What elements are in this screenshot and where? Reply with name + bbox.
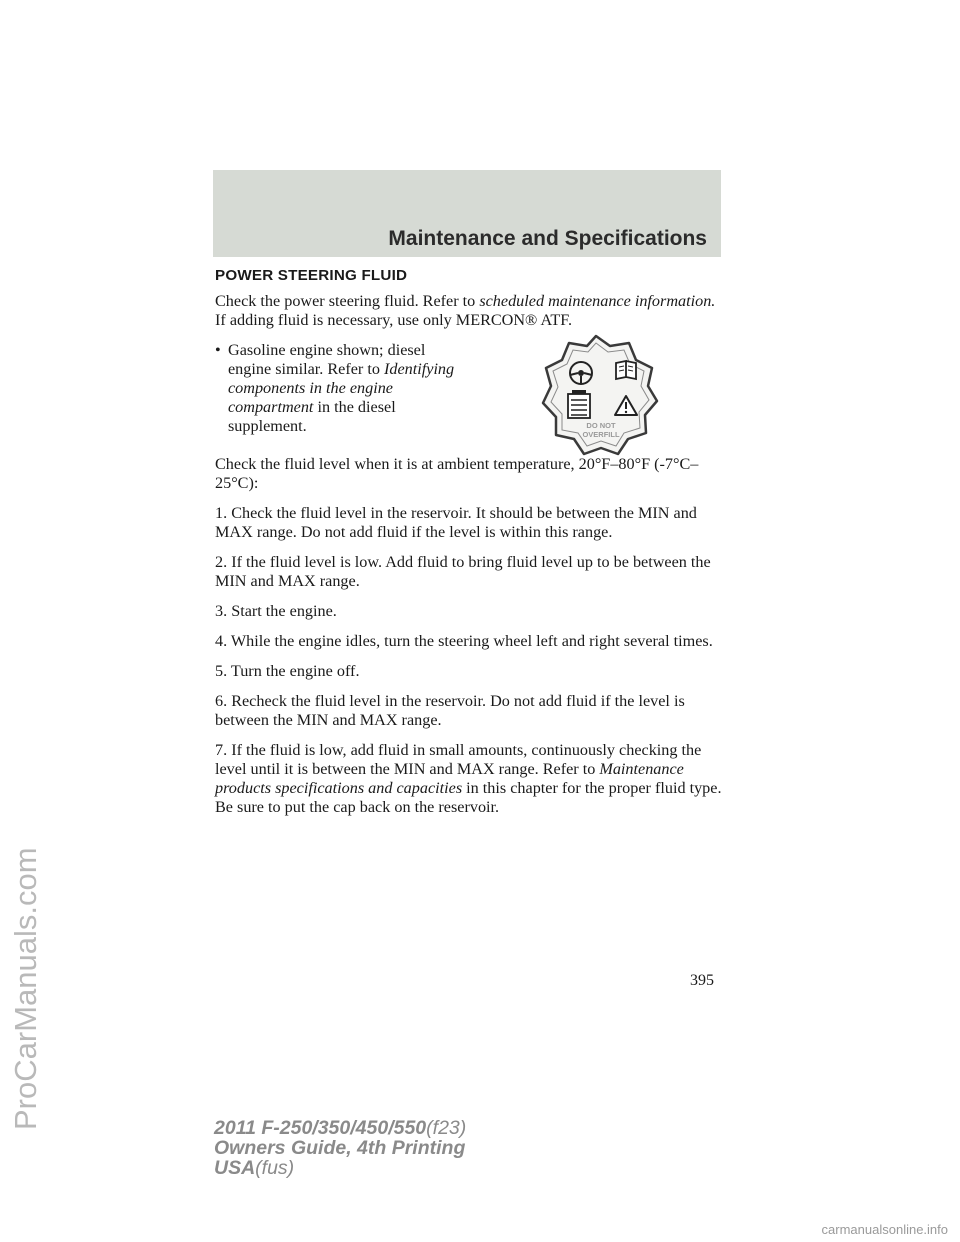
fluid-reservoir-icon (568, 390, 590, 418)
page-number: 395 (690, 972, 714, 989)
intro-paragraph: Check the power steering fluid. Refer to scheduled maintenance information. If adding fluid is necessary, use only MERCON® ATF. (215, 292, 716, 329)
reservoir-cap-illustration (532, 333, 660, 457)
step-6: 6. Recheck the fluid level in the reservoir. Do not add fluid if the level is between the MIN and MAX range. (215, 692, 685, 729)
maintenance-reference: scheduled maintenance information. (479, 292, 716, 310)
bullet-row (215, 341, 727, 441)
document-footer (214, 1118, 466, 1178)
ambient-temperature-paragraph: Check the fluid level when it is at ambient temperature, 20°F–80°F (-7°C–25°C): (215, 455, 699, 492)
section-title: POWER STEERING FLUID (215, 267, 408, 284)
step-7: 7. If the fluid is low, add fluid in small amounts, continuously checking the level until it is between the MIN and MAX range. Refer to Maintenance products specifications and capacities in this chapter for the proper fluid type. Be sure to put the cap back on the reservoir. (215, 741, 722, 816)
step-5: 5. Turn the engine off. (215, 662, 360, 680)
footer-line-3: USA(fus) (214, 1157, 295, 1179)
capacities-reference: Maintenance products specifications and capacities (215, 760, 684, 797)
bullet-dot: • (215, 341, 221, 359)
bullet-item: • Gasoline engine shown; diesel engine similar. Refer to Identifying components in the engine compartment in the diesel supplement. (215, 341, 455, 435)
site-footer: carmanualsonline.info (821, 1222, 948, 1237)
step-4: 4. While the engine idles, turn the steering wheel left and right several times. (215, 632, 713, 650)
step-2: 2. If the fluid level is low. Add fluid to bring fluid level up to be between the MIN and MAX range. (215, 553, 711, 590)
owners-manual-icon (616, 361, 636, 379)
step-3: 3. Start the engine. (215, 602, 337, 620)
cap-label-line2: OVERFILL (582, 430, 620, 439)
watermark: ProCarManuals.com (8, 847, 43, 1130)
footer-line-1: 2011 F-250/350/450/550(f23) (214, 1117, 467, 1139)
page-content (215, 266, 727, 828)
chapter-title: Maintenance and Specifications (388, 227, 707, 250)
section-header-band (213, 170, 721, 257)
step-1: 1. Check the fluid level in the reservoir. It should be between the MIN and MAX range. Do not add fluid if the level is within this range. (215, 504, 697, 541)
footer-line-2: Owners Guide, 4th Printing (214, 1137, 466, 1159)
cap-label-line1: DO NOT (586, 421, 616, 430)
engine-compartment-reference: Identifying components in the engine compartment (228, 360, 455, 416)
